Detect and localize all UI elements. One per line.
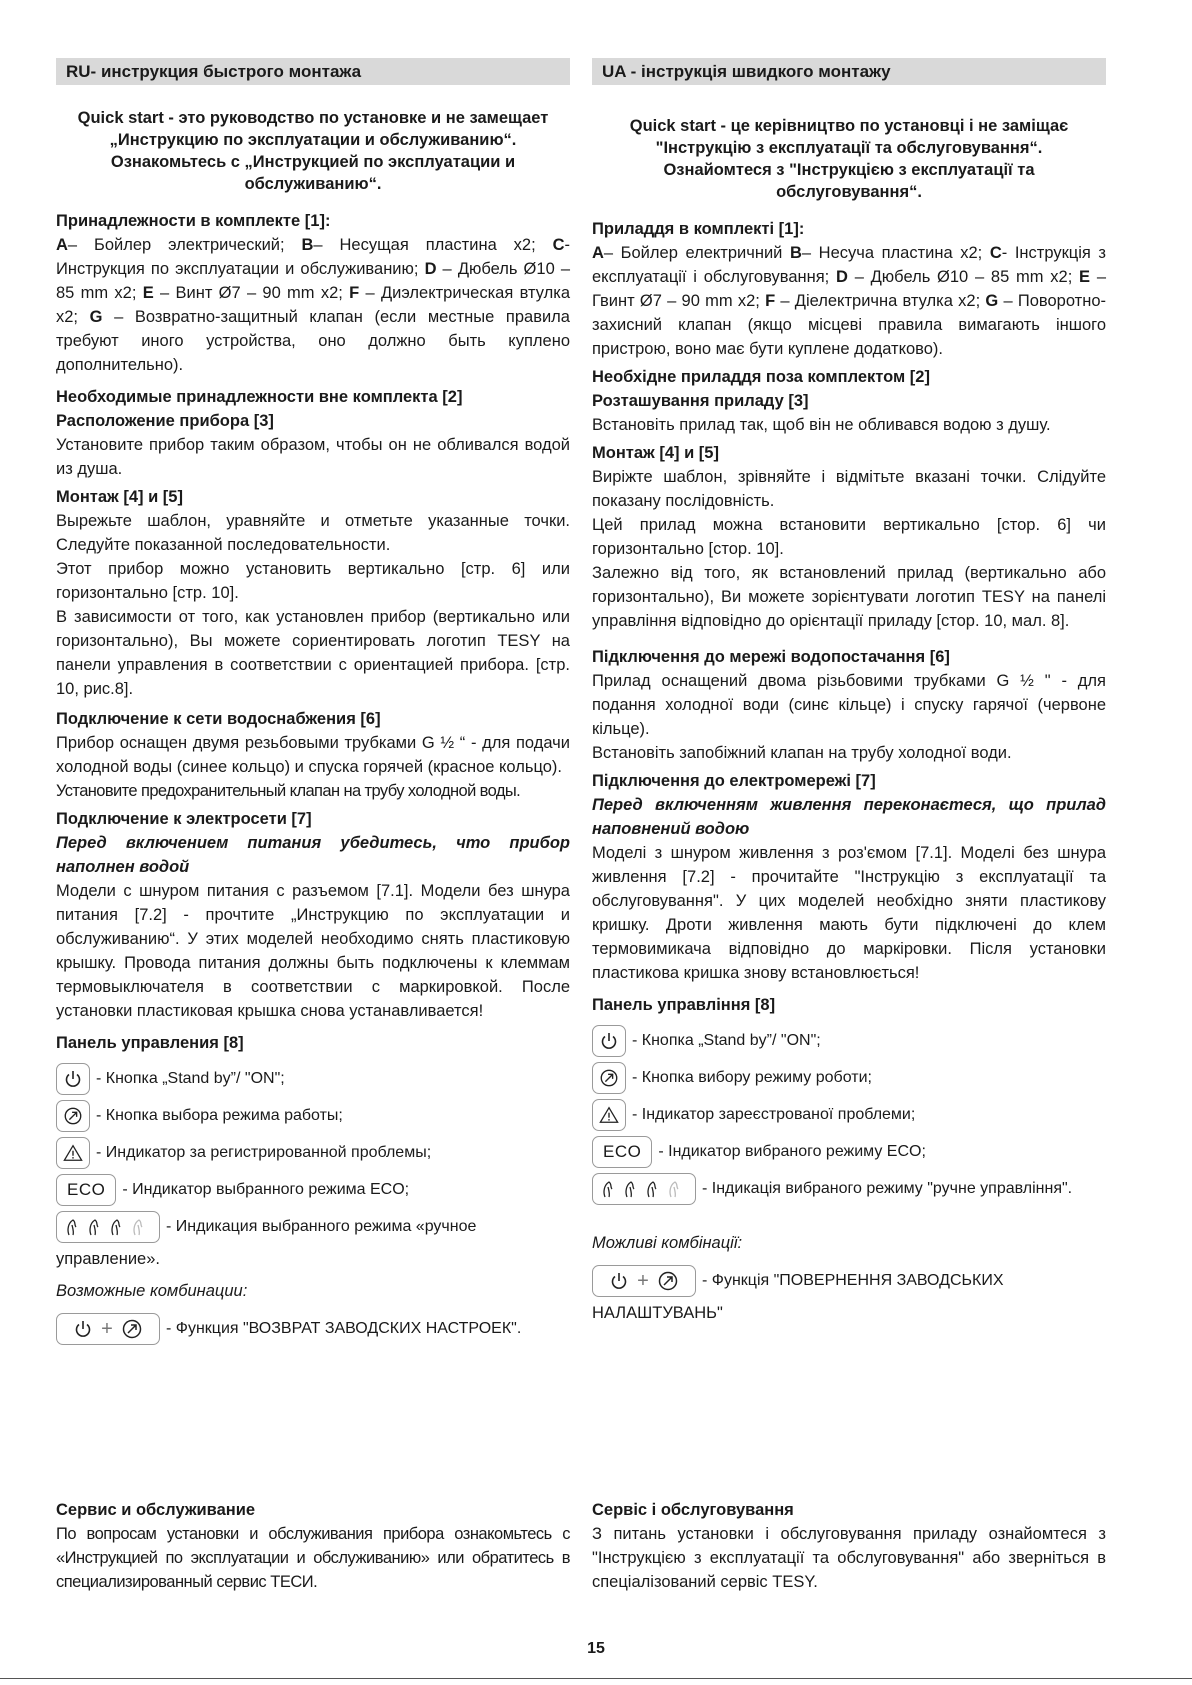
ru-mount-title: Монтаж [4] и [5] <box>56 488 183 506</box>
ru-accessory-key: G <box>89 308 103 326</box>
ru-accessory-key: C <box>552 236 565 254</box>
ua-combo-factory-reset: + - Функція "ПОВЕРНЕННЯ ЗАВОДСЬКИХ <box>592 1265 1106 1297</box>
ru-water-text-1: Прибор оснащен двумя резьбовыми трубками G ½ “ - для подачи холодной воды (синее кольцо) и спуска горячей (красное кольцо). <box>56 734 570 776</box>
ua-accessory-key: G <box>985 292 999 310</box>
ua-accessory-desc: - Інструкція з експлуатації і обслуговування; <box>592 244 1107 286</box>
ru-accessory-key: B <box>301 236 314 254</box>
ru-mount-text-3: В зависимости от того, как установлен прибор (вертикально или горизонтально), Вы можете сориентировать логотип TESY на панели управления в соответствии с ориентацией прибора. [стр. 10, рис.8]. <box>56 608 570 698</box>
ru-intro: Quick start - это руководство по установке и не замещает „Инструкцию по эксплуатации и обслуживанию“. Ознакомьтесь с „Инструкцией по эксплуатации и обслуживанию“. <box>77 109 549 193</box>
ua-accessory-desc: – Поворотно-захисний клапан (якщо місцеві правила вимагають іншого пристрою, воно має бути куплене додатково). <box>592 292 1106 358</box>
ru-accessory-key: A <box>56 236 68 254</box>
ru-water-text-2: Установите предохранительный клапан на трубу холодной воды. <box>56 782 521 800</box>
ua-needed-title: Необхідне приладдя поза комплектом [2] <box>592 368 930 386</box>
ua-combo-text-cont: НАЛАШТУВАНЬ" <box>592 1304 723 1322</box>
ua-accessory-desc: – Діелектрична втулка x2; <box>775 292 986 310</box>
ua-mount-text-2: Цей прилад можна встановити вертикально [стор. 6] чи горизонтально [стор. 10]. <box>592 516 1106 558</box>
ua-accessory-key: B <box>789 244 802 262</box>
ru-accessories-title: Принадлежности в комплекте [1]: <box>56 212 331 230</box>
ua-accessories-title: Приладдя в комплекті [1]: <box>592 220 805 238</box>
power-icon <box>592 1025 626 1057</box>
ua-location-text: Встановіть прилад так, щоб він не обливався водою з душу. <box>592 416 1051 434</box>
ua-accessory-key: E <box>1079 268 1091 286</box>
mode-select-icon <box>592 1062 626 1094</box>
ua-water-title: Підключення до мережі водопостачання [6] <box>592 648 950 666</box>
ru-panel-item-warning: - Индикатор за регистрированной проблемы; <box>56 1137 570 1169</box>
manual-mode-icon <box>592 1173 696 1205</box>
ru-combo-title: Возможные комбинации: <box>56 1282 248 1300</box>
ua-accessory-desc: – Дюбель Ø10 – 85 mm x2; <box>847 268 1080 286</box>
mode-select-icon <box>56 1100 90 1132</box>
ru-mount-text-1: Вырежьте шаблон, уравняйте и отметьте указанные точки. Следуйте показанной последовательности. <box>56 512 570 554</box>
page-number: 15 <box>587 1640 605 1657</box>
ua-header: UA - інструкція швидкого монтажу <box>592 58 1106 85</box>
ru-panel-title: Панель управления [8] <box>56 1034 244 1052</box>
ua-accessory-desc: – Несуча пластина x2; <box>801 244 990 262</box>
ua-power-title: Підключення до електромережі [7] <box>592 772 876 790</box>
warning-icon <box>56 1137 90 1169</box>
ua-accessory-key: D <box>836 268 848 286</box>
ru-panel-item-standby: - Кнопка „Stand by”/ "ON"; <box>56 1063 570 1095</box>
ru-service-text: По вопросам установки и обслуживания прибора ознакомьтесь с «Инструкцией по эксплуатации и обслуживанию» или обратитесь в специализированный сервис ТЕСИ. <box>56 1525 570 1591</box>
ua-panel-item-warning: - Індикатор зареєстрованої проблеми; <box>592 1099 1106 1131</box>
eco-icon: ECO <box>56 1174 116 1206</box>
ua-water-text-1: Прилад оснащений двома різьбовими трубками G ½ " - для подання холодної води (синє кільце) і спуску гарячої (червоне кільце). <box>592 672 1106 738</box>
ru-accessory-desc: – Диэлектрическая втулка x2; <box>56 284 570 326</box>
power-plus-mode-icon: + <box>56 1313 160 1345</box>
ru-service-section <box>56 1498 570 1594</box>
ru-combo-factory-reset: + - Функция "ВОЗВРАТ ЗАВОДСКИХ НАСТРОЕК". <box>56 1313 570 1345</box>
ua-service-section <box>592 1498 1106 1594</box>
ru-panel-item-eco: ECO - Индикатор выбранного режима ECO; <box>56 1174 570 1206</box>
ua-accessory-key: C <box>989 244 1002 262</box>
ua-panel-item-manual: - Індикація вибраного режиму "ручне управління". <box>592 1173 1106 1205</box>
eco-icon: ECO <box>592 1136 652 1168</box>
ru-accessory-desc: – Дюбель Ø10 – 85 mm x2; <box>56 260 571 302</box>
ru-panel-item-manual-cont: управление». <box>56 1250 160 1268</box>
ru-location-title: Расположение прибора [3] <box>56 412 274 430</box>
ru-accessories-text <box>56 233 570 377</box>
ua-power-warning: Перед включенням живлення переконаєтеся, що прилад наповнений водою <box>592 796 1106 838</box>
ru-power-warning: Перед включением питания убедитесь, что прибор наполнен водой <box>56 834 570 876</box>
ua-panel-title: Панель управління [8] <box>592 996 776 1014</box>
manual-mode-icon <box>56 1211 160 1243</box>
ua-column <box>592 58 1106 1325</box>
ua-accessory-key: A <box>592 244 604 262</box>
ru-header: RU- инструкция быстрого монтажа <box>56 58 570 85</box>
ru-mount-text-2: Этот прибор можно установить вертикально [стр. 6] или горизонтально [стр. 10]. <box>56 560 570 602</box>
ua-service-text: З питань установки і обслуговування приладу ознайомтеся з "Інструкцією з експлуатації та обслуговування" або зверніться в спеціалізований сервіс TESY. <box>592 1525 1106 1591</box>
ru-needed-title: Необходимые принадлежности вне комплекта [2] <box>56 388 463 406</box>
ru-accessory-desc: – Винт Ø7 – 90 mm x2; <box>153 284 350 302</box>
ru-accessory-key: F <box>349 284 360 302</box>
ua-mount-title: Монтаж [4] и [5] <box>592 444 719 462</box>
ru-panel-item-mode: - Кнопка выбора режима работы; <box>56 1100 570 1132</box>
ru-location-text: Установите прибор таким образом, чтобы он не обливался водой из душа. <box>56 436 570 478</box>
ua-accessory-desc: – Гвинт Ø7 – 90 mm x2; <box>592 268 1106 310</box>
ua-accessory-desc: – Бойлер електричний <box>603 244 790 262</box>
ua-power-text: Моделі з шнуром живлення з роз'ємом [7.1]. Моделі без шнура живлення [7.2] - прочитайте "Інструкцію з експлуатації та обслуговування". У цих моделей необхідно зняти пластикову кришку. Дроти живлення мають бути підключені до клем термовимикача відповідно до маркіровки. Після установки пластикова кришка знову встановлюється! <box>592 844 1106 982</box>
power-icon <box>56 1063 90 1095</box>
ua-service-title: Сервіс і обслуговування <box>592 1501 794 1519</box>
ru-power-title: Подключение к электросети [7] <box>56 810 312 828</box>
ru-accessory-key: E <box>142 284 154 302</box>
ua-panel-item-mode: - Кнопка вибору режиму роботи; <box>592 1062 1106 1094</box>
ua-accessory-key: F <box>765 292 776 310</box>
ru-panel-item-manual: - Индикация выбранного режима «ручное <box>56 1211 570 1243</box>
ua-mount-text-1: Виріжте шаблон, зрівняйте і відмітьте вказані точки. Слідуйте показану послідовність. <box>592 468 1106 510</box>
ru-accessory-desc: – Бойлер электрический; <box>67 236 302 254</box>
ru-water-title: Подключение к сети водоснабжения [6] <box>56 710 381 728</box>
ua-panel-item-standby: - Кнопка „Stand by”/ "ON"; <box>592 1025 1106 1057</box>
ru-service-title: Сервис и обслуживание <box>56 1501 256 1519</box>
ua-combo-title: Можливі комбінації: <box>592 1234 743 1252</box>
ru-accessory-desc: - Инструкция по эксплуатации и обслуживанию; <box>56 236 570 278</box>
ru-accessory-key: D <box>424 260 437 278</box>
ru-accessory-desc: – Возвратно-защитный клапан (если местные правила требуют иного устройства, оно должно быть куплено дополнительно). <box>56 308 570 374</box>
ru-accessory-desc: – Несущая пластина x2; <box>313 236 553 254</box>
ru-power-text: Модели с шнуром питания с разъемом [7.1]. Модели без шнура питания [7.2] - прочтите „Инструкцию по эксплуатации и обслуживанию“. У этих моделей необходимо снять пластиковую крышку. Провода питания должны быть подключены к клеммам термовыключателя в соответствии с маркировкой. После установки пластиковая крышка снова устанавливается! <box>56 882 570 1020</box>
ua-intro: Quick start - це керівництво по установці і не заміщає "Інструкцію з експлуатації та обслуговування“. Ознайомтеся з "Інструкцією з експлуатації та обслуговування“. <box>629 117 1069 201</box>
ua-panel-item-eco: ECO - Індикатор вибраного режиму ECO; <box>592 1136 1106 1168</box>
ua-water-text-2: Встановіть запобіжний клапан на трубу холодної води. <box>592 744 1012 762</box>
ua-accessories-text <box>592 241 1106 361</box>
ua-mount-text-3: Залежно від того, як встановлений прилад (вертикально або горизонтально), Ви можете зорієнтувати логотип TESY на панелі управління відповідно до орієнтації приладу [стор. 10, мал. 8]. <box>592 564 1106 630</box>
power-plus-mode-icon: + <box>592 1265 696 1297</box>
warning-icon <box>592 1099 626 1131</box>
footer-divider <box>0 1678 1192 1679</box>
ua-location-title: Розташування приладу [3] <box>592 392 809 410</box>
ru-column <box>56 58 570 1345</box>
